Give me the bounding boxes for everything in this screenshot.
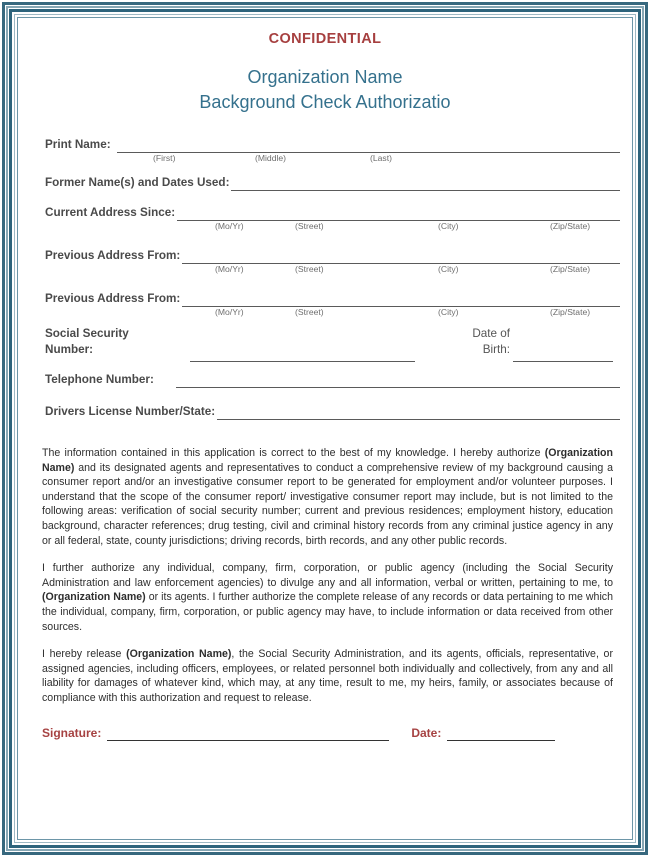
field-telephone [45, 372, 620, 388]
telephone-input[interactable] [176, 372, 620, 388]
p3-text-b: , the Social Security Administration, and its agents, officials, representative, or assigned agencies, including officers, employees, or related personnel both individually and collectively, from any and all liability for damages of whatever kind, which may, at any time, result to me, my heirs, family, or associates because of compliance with this authorization and request to release. [42, 648, 613, 704]
page-title [20, 65, 630, 115]
p2-text-a: I further authorize any individual, company, firm, corporation, or public agency (including the Social Security Administration and law enforcement agencies) to divulge any and all information, verbal or written, pertaining to me, to [42, 562, 613, 589]
former-names-input[interactable] [231, 175, 620, 191]
former-names-label: Former Name(s) and Dates Used: [45, 176, 230, 189]
ssn-label [45, 326, 129, 358]
title-line-document: Background Check Authorizatio [199, 92, 451, 112]
print-name-label: Print Name: [45, 138, 111, 151]
sublabel-street: (Street) [295, 221, 324, 231]
current-address-sublabels [45, 221, 620, 234]
field-print-name [45, 137, 620, 153]
print-name-sublabels [45, 153, 620, 166]
field-previous-address-1 [45, 248, 620, 264]
field-former-names [45, 175, 620, 191]
field-current-address [45, 205, 620, 221]
date-label: Date: [411, 725, 442, 740]
field-ssn-dob-row [45, 326, 620, 364]
field-drivers-license [45, 404, 620, 420]
signature-row [20, 726, 630, 741]
paragraph-1 [42, 446, 613, 548]
drivers-license-input[interactable] [217, 404, 620, 420]
sublabel-zipstate: (Zip/State) [550, 221, 591, 231]
dob-label [440, 326, 510, 358]
p3-text-a: I hereby release [42, 648, 127, 661]
previous-address-2-label: Previous Address From: [45, 292, 181, 305]
previous-address-1-input[interactable] [182, 248, 620, 264]
sublabel-moyr: (Mo/Yr) [215, 221, 244, 231]
p1-text-b: and its designated agents and representatives to conduct a comprehensive review of my background causing a consumer report and/or an investigative consumer report to be generated for employment and/or volunteer purposes. I understand that the scope of the consumer report/ investigative consumer report may include, but is not limited to the following areas: verification of social security number; current and previous residences; employment history, education background, character references; drug testing, civil and criminal history records from any criminal justice agency in any or all federal, state, county jurisdictions; driving records, birth records, and any other public records. [42, 461, 613, 547]
sublabel-zipstate: (Zip/State) [550, 307, 591, 317]
p2-text-b: or its agents. I further authorize the complete release of any records or data pertaining to me which the individual, company, firm, corporation, or public agency may have, to include information or data received from other sources. [42, 591, 613, 633]
sublabel-city: (City) [438, 221, 459, 231]
sublabel-moyr: (Mo/Yr) [215, 307, 244, 317]
current-address-input[interactable] [177, 205, 620, 221]
ssn-input[interactable] [190, 348, 415, 362]
sublabel-first: (First) [153, 153, 176, 163]
form-fields [20, 137, 630, 420]
dob-label-line1: Date of [472, 327, 510, 340]
field-previous-address-2 [45, 291, 620, 307]
dob-input[interactable] [513, 348, 613, 362]
dob-label-line2: Birth: [482, 343, 510, 356]
sublabel-last: (Last) [370, 153, 392, 163]
date-input[interactable] [447, 726, 555, 741]
sublabel-middle: (Middle) [255, 153, 287, 163]
telephone-label: Telephone Number: [45, 373, 154, 386]
previous-address-2-sublabels [45, 307, 620, 320]
p3-org-name: (Organization Name) [126, 648, 232, 661]
sublabel-street: (Street) [295, 264, 324, 274]
sublabel-city: (City) [438, 307, 459, 317]
signature-label: Signature: [42, 725, 102, 740]
paragraph-2 [42, 561, 613, 634]
p2-org-name: (Organization Name) [42, 591, 146, 604]
previous-address-2-input[interactable] [182, 291, 620, 307]
signature-input[interactable] [107, 726, 389, 741]
sublabel-city: (City) [438, 264, 459, 274]
document-content [20, 20, 630, 837]
drivers-license-label: Drivers License Number/State: [45, 405, 216, 418]
print-name-input[interactable] [117, 137, 620, 153]
sublabel-street: (Street) [295, 307, 324, 317]
confidential-banner: CONFIDENTIAL [268, 31, 382, 47]
p1-org-name: (Organization Name) [42, 447, 613, 474]
previous-address-1-label: Previous Address From: [45, 249, 181, 262]
title-line-organization: Organization Name [247, 67, 403, 87]
p1-text-a: The information contained in this application is correct to the best of my knowledge. I hereby authorize [42, 447, 545, 459]
sublabel-zipstate: (Zip/State) [550, 264, 591, 274]
authorization-text [20, 446, 630, 706]
ssn-label-line1: Social Security [45, 327, 129, 340]
ssn-label-line2: Number: [45, 343, 94, 356]
current-address-label: Current Address Since: [45, 206, 176, 219]
paragraph-3 [42, 647, 613, 705]
sublabel-moyr: (Mo/Yr) [215, 264, 244, 274]
previous-address-1-sublabels [45, 264, 620, 277]
